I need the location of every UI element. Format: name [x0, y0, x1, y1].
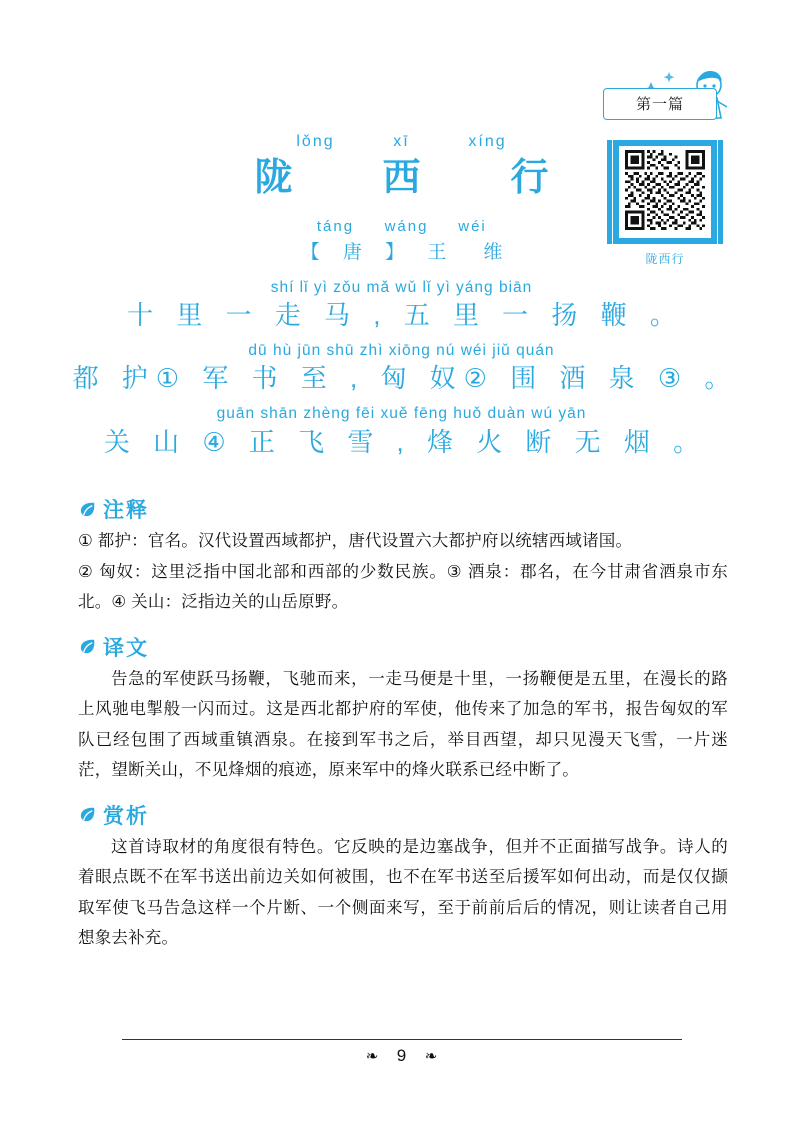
poem-line-1-pinyin: shí lǐ yì zǒu mǎ wǔ lǐ yì yáng biān: [270, 279, 533, 296]
section-header-notes: [78, 494, 728, 524]
poem-line-1-text: 十 里 一 走 马 , 五 里 一 扬 鞭 。: [127, 300, 684, 331]
qr-caption: 陇西行: [645, 252, 685, 266]
author-line: 【 唐 】 王 维: [300, 242, 512, 264]
title-pinyin-1: lǒng: [296, 133, 335, 150]
section-header-translation: [78, 632, 728, 662]
author-pinyin-1: táng: [316, 218, 355, 236]
page-footer: [0, 1039, 803, 1066]
leaf-bullet-icon: [78, 500, 97, 519]
author-pinyin-2: wáng: [384, 218, 429, 236]
page-title: 陇 西 行: [254, 157, 575, 200]
section-title-translation: 译文: [103, 636, 149, 660]
title-pinyin-2: xī: [393, 133, 410, 150]
title-pinyin: [0, 132, 803, 151]
poem-line-2: [0, 341, 803, 396]
footer-divider: [122, 1039, 682, 1040]
poem-line-2-text: 都 护① 军 书 至 , 匈 奴② 围 酒 泉 ③ 。: [72, 363, 739, 394]
section-header-appreciation: [78, 800, 728, 830]
author-pinyin: [0, 218, 803, 235]
poem-line-1: [0, 278, 803, 333]
poem-title-block: [0, 132, 803, 264]
poem-line-3-pinyin: guān shān zhèng fēi xuě fēng huǒ duàn wú yān: [216, 405, 587, 423]
notes-line-2: ② 匈奴：这里泛指中国北部和西部的少数民族。③ 酒泉：郡名，在今甘肃省酒泉市东北。④ 关山：泛指边关的山岳原野。: [78, 562, 728, 612]
spacer: [78, 618, 728, 628]
page-number: 9: [396, 1046, 407, 1065]
section-title-notes: 注释: [103, 499, 149, 522]
ornament-right-icon: ❧: [424, 1048, 438, 1065]
poem-line-3-text: 关 山 ④ 正 飞 雪 , 烽 火 断 无 烟 。: [103, 426, 708, 457]
appreciation-text: 这首诗取材的角度很有特色。它反映的是边塞战争，但并不正面描写战争。诗人的着眼点既不在军书送出前边关如何被围，也不在军书送至后援军如何出动，而是仅仅撷取军使飞马告急这样一个片断、一个侧面来写，至于前前后后的情况，则让读者自己用想象去补充。: [78, 837, 728, 948]
chapter-tag: 第一篇: [603, 88, 717, 120]
leaf-bullet-icon: [78, 805, 97, 824]
title-pinyin-3: xíng: [468, 133, 507, 150]
poem-body: [0, 278, 803, 468]
poem-line-3: [0, 404, 803, 459]
notes-line-1: ① 都护：官名。汉代设置西域都护，唐代设置六大都护府以统辖西域诸国。: [78, 532, 633, 550]
poem-line-2-pinyin: dū hù jūn shū zhì xiōng nú wéi jiǔ quán: [248, 342, 555, 360]
content-area: [78, 490, 728, 954]
ornament-left-icon: ❧: [365, 1048, 379, 1065]
section-title-appreciation: 赏析: [103, 804, 149, 828]
translation-text: 告急的军使跃马扬鞭，飞驰而来，一走马便是十里，一扬鞭便是五里，在漫长的路上风驰电掣般一闪而过。这是西北都护府的军使，他传来了加急的军书，报告匈奴的军队已经包围了西域重镇酒泉。在接到军书之后，举目西望，却只见漫天飞雪，一片迷茫，望断关山，不见烽烟的痕迹，原来军中的烽火联系已经中断了。: [78, 669, 728, 780]
leaf-bullet-icon: [78, 637, 97, 656]
author-pinyin-3: wéi: [458, 218, 487, 236]
spacer: [78, 786, 728, 796]
